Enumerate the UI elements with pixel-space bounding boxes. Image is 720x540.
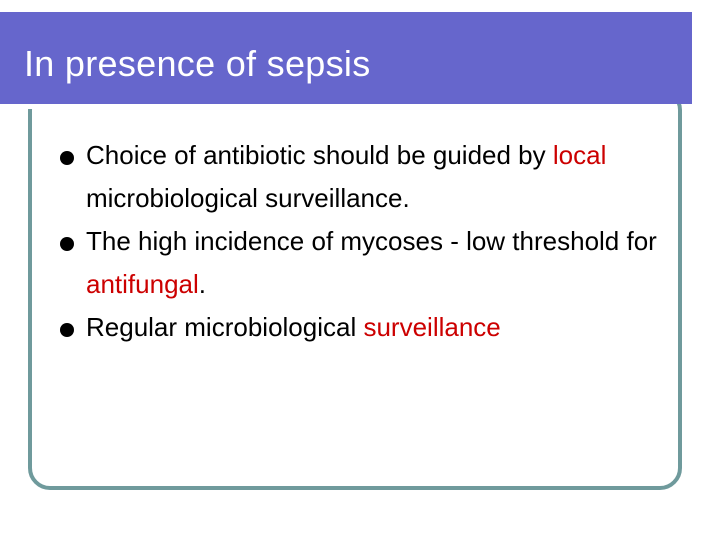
bullet-dot-icon xyxy=(60,237,74,251)
bullet-item xyxy=(60,220,675,306)
title-underline xyxy=(0,104,636,109)
bullet-text: microbiological surveillance. xyxy=(86,183,410,213)
bullet-dot-icon xyxy=(60,151,74,165)
bullet-item xyxy=(60,306,675,349)
bullet-text: . xyxy=(198,269,206,299)
bullet-text: Choice of antibiotic should be guided by xyxy=(86,140,553,170)
bullet-list xyxy=(60,134,675,349)
bullet-text: Regular microbiological xyxy=(86,312,364,342)
bullet-highlight: surveillance xyxy=(363,312,501,342)
bullet-highlight: local xyxy=(552,140,607,170)
bullet-dot-icon xyxy=(60,323,74,337)
bullet-text: The high incidence of mycoses - low threshold for xyxy=(86,226,657,256)
bullet-highlight: antifungal xyxy=(86,269,199,299)
slide-title: In presence of sepsis xyxy=(24,43,371,84)
bullet-item xyxy=(60,134,675,220)
title-bar xyxy=(0,12,692,104)
